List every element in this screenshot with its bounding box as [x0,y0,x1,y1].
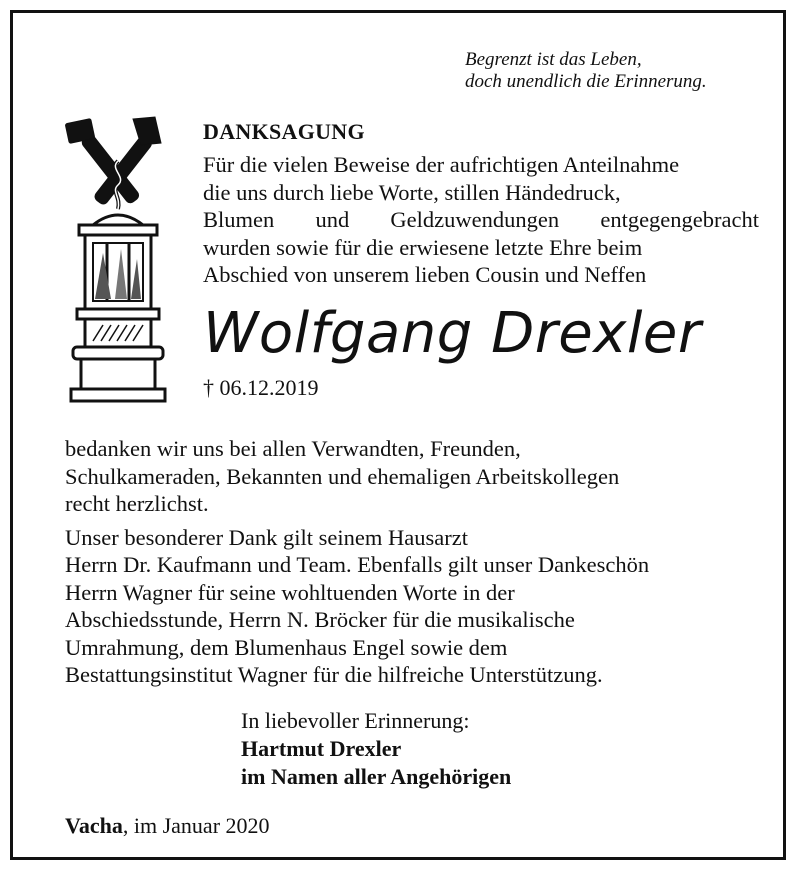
body-line: recht herzlichst. [65,491,209,516]
body-line: Herrn Dr. Kaufmann und Team. Ebenfalls gilt unser Dankeschön [65,552,650,577]
body-line: bedanken wir uns bei allen Verwandten, Freunden, [65,436,521,461]
intro-line: Für die vielen Beweise der aufrichtigen Anteilnahme [203,152,680,177]
motto-line-2: doch unendlich die Erinnerung. [465,71,707,92]
intro-line: Abschied von unserem lieben Cousin und Neffen [203,262,647,287]
intro-line: wurden sowie für die erwiesene letzte Ehre beim [203,234,643,260]
place-date [65,813,270,839]
body-line: Umrahmung, dem Blumenhaus Engel sowie dem [65,634,508,660]
body-line: Unser besonderer Dank gilt seinem Hausarzt [65,524,468,550]
motto-line-1: Begrenzt ist das Leben, [465,49,642,70]
body-line: Abschiedsstunde, Herrn N. Bröcker für die musikalische [65,607,575,632]
thanks-body [65,435,765,689]
heading: DANKSAGUNG [203,119,365,144]
closing-intro: In liebevoller Erinnerung: [241,708,470,733]
closing-subtitle: im Namen aller Angehörigen [241,764,512,789]
intro-line: Blumen und Geldzuwendungen entgegengebracht [203,207,759,232]
miners-lamp-hammer-pick-icon [63,113,173,413]
body-line: Bestattungsinstitut Wagner für die hilfreiche Unterstützung. [65,662,603,687]
place-city: Vacha [65,813,123,838]
motto [465,49,785,93]
intro-text [203,151,763,289]
closing-signer: Hartmut Drexler [241,736,402,761]
place-date-text: , im Januar 2020 [122,813,270,838]
death-date: † 06.12.2019 [203,375,319,400]
body-line: Schulkameraden, Bekannten und ehemaligen Arbeitskollegen [65,463,620,489]
notice-frame [10,10,786,860]
intro-line: die uns durch liebe Worte, stillen Händedruck, [203,179,621,205]
body-line: Herrn Wagner für seine wohltuenden Worte in der [65,579,515,605]
deceased-name: Wolfgang Drexler [203,301,702,366]
closing [241,707,511,791]
